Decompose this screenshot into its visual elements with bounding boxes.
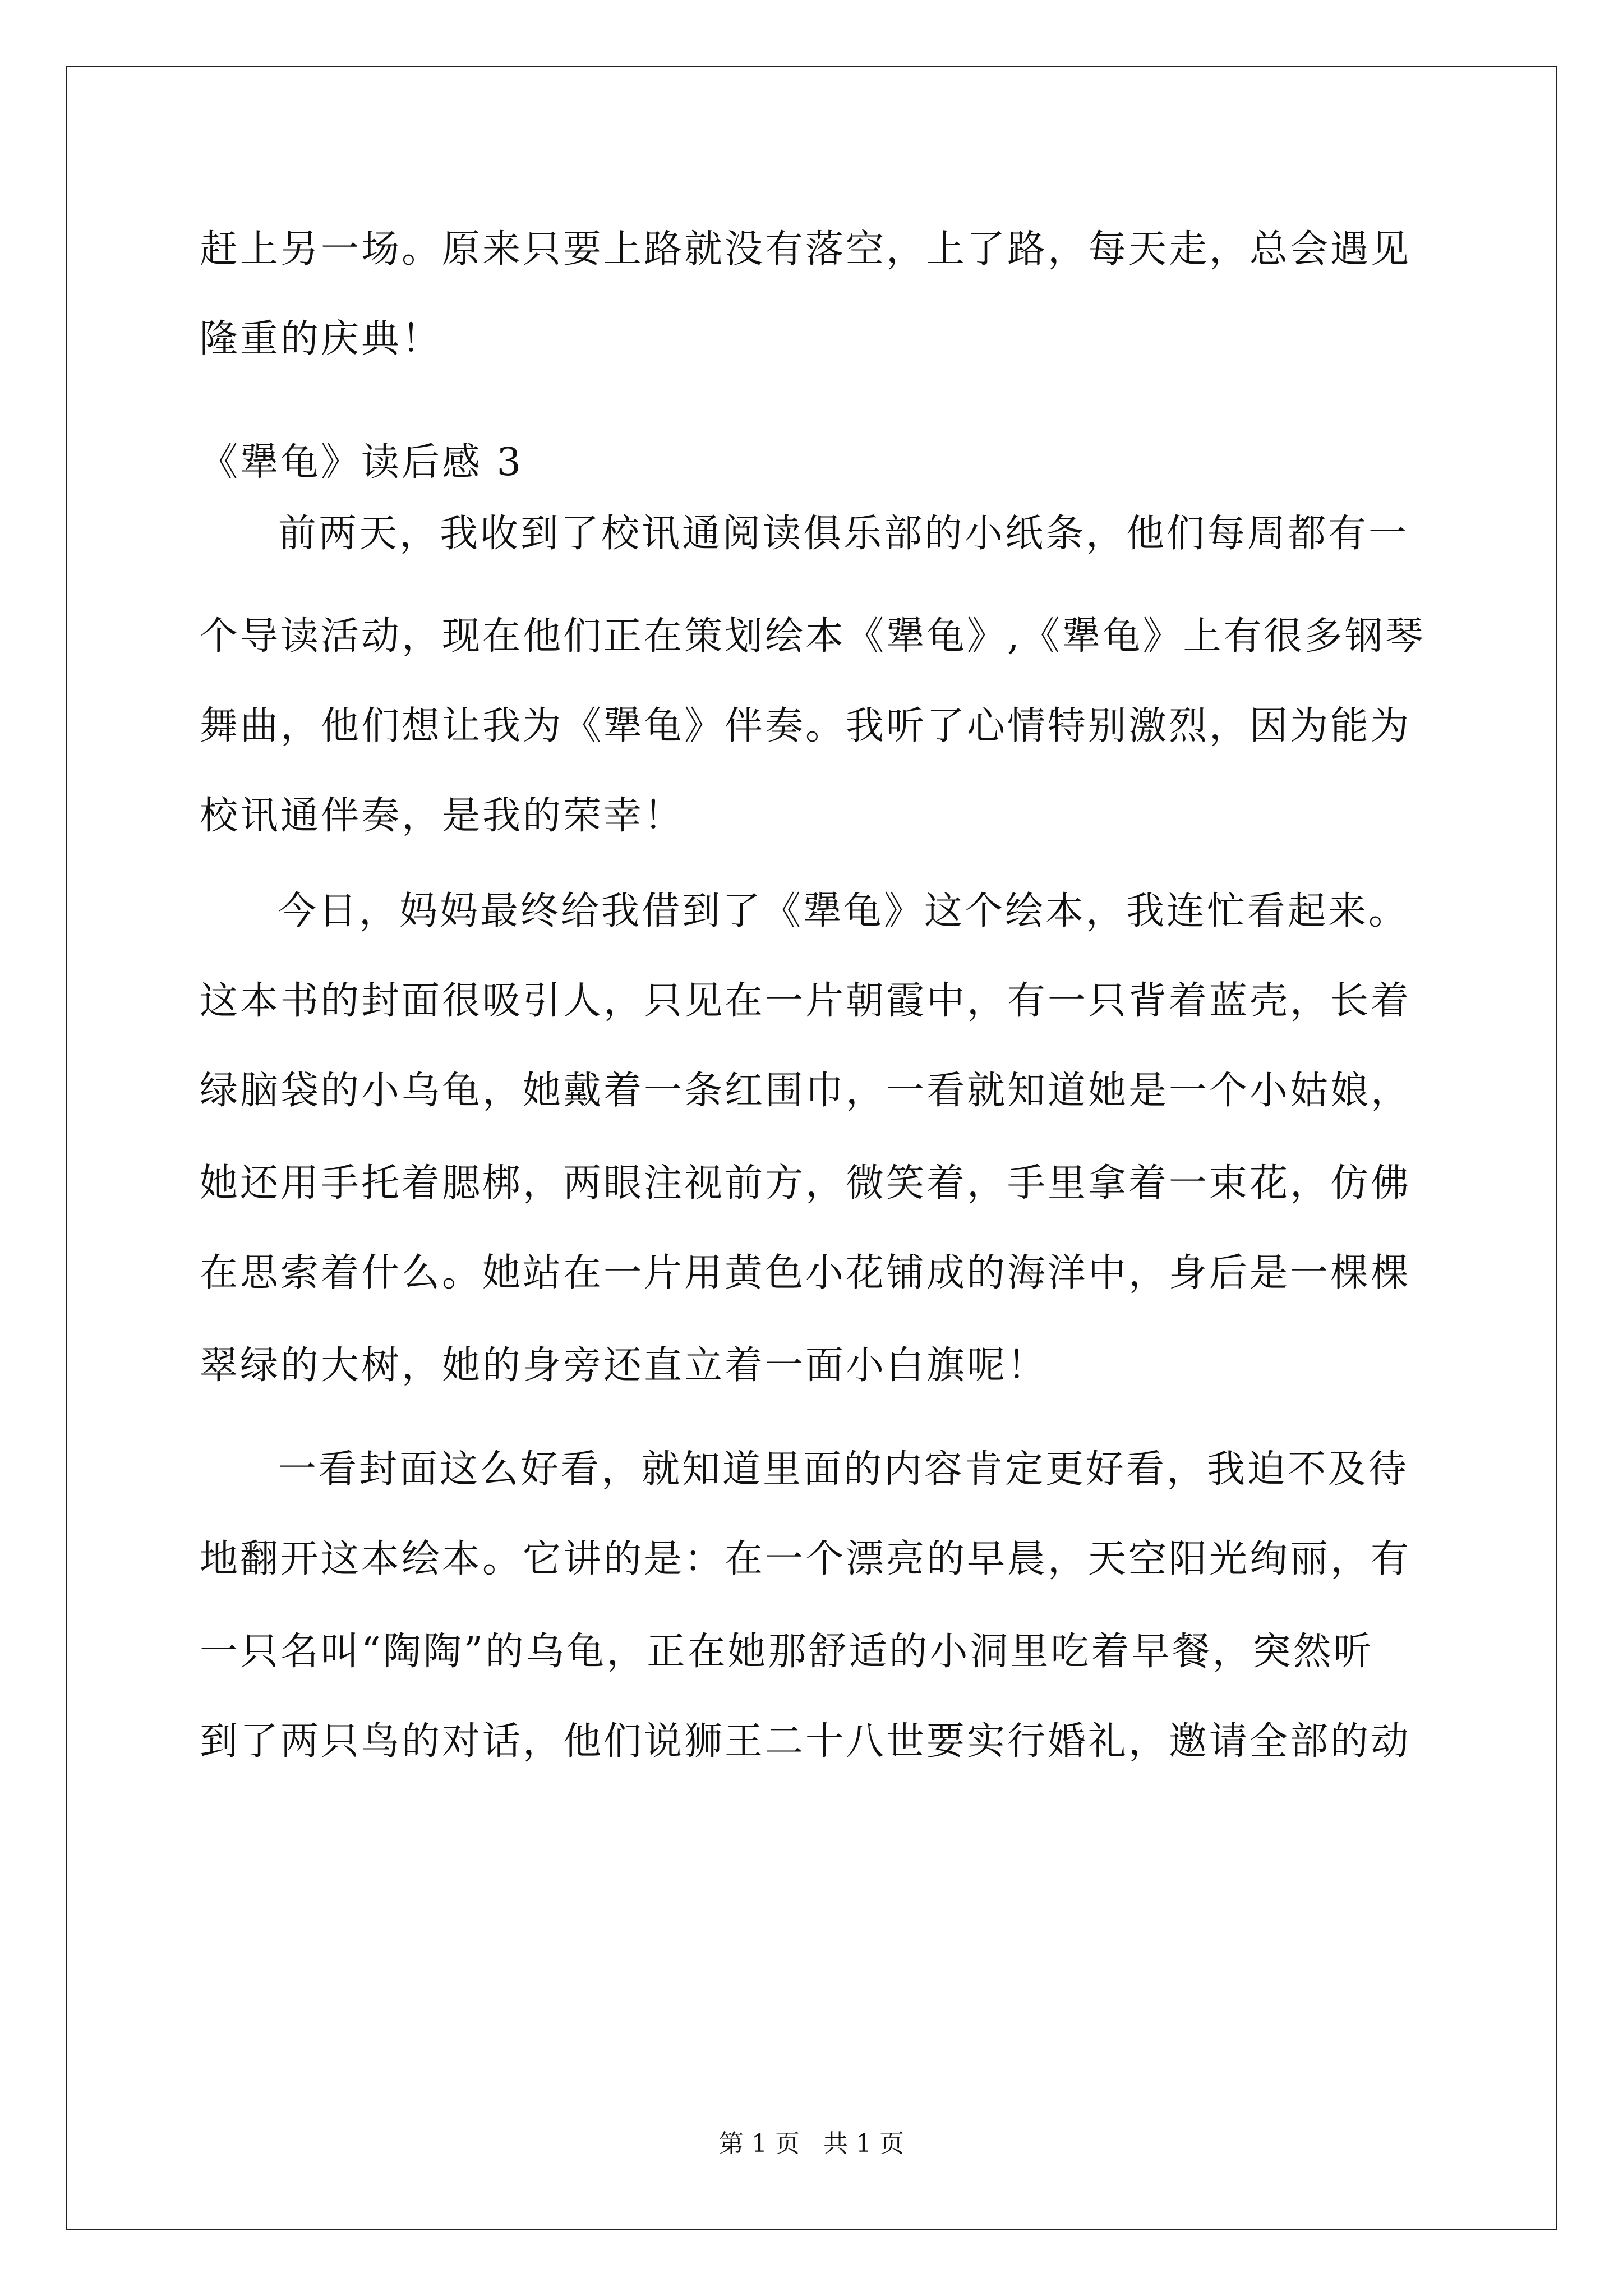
text-line: 校讯通伴奏，是我的荣幸！ bbox=[200, 794, 685, 838]
section-heading: 《犟龟》读后感 3 bbox=[200, 440, 523, 485]
page-border bbox=[66, 66, 1557, 2230]
text-line: 翠绿的大树，她的身旁还直立着一面小白旗呢！ bbox=[200, 1343, 1048, 1388]
text-line: 到了两只鸟的对话，他们说狮王二十八世要实行婚礼，邀请全部的动 bbox=[200, 1719, 1412, 1764]
page-total: 共 1 页 bbox=[823, 2129, 904, 2158]
text-line: 这本书的封面很吸引人，只见在一片朝霞中，有一只背着蓝壳，长着 bbox=[200, 979, 1412, 1023]
page-footer bbox=[0, 2129, 1623, 2159]
text-line: 舞曲，他们想让我为《犟龟》伴奏。我听了心情特别激烈，因为能为 bbox=[200, 704, 1412, 748]
text-line: 一看封面这么好看，就知道里面的内容肯定更好看，我迫不及待 bbox=[278, 1447, 1409, 1492]
text-line: 赶上另一场。原来只要上路就没有落空，上了路，每天走，总会遇见 bbox=[200, 227, 1412, 272]
text-line: 今日，妈妈最终给我借到了《犟龟》这个绘本，我连忙看起来。 bbox=[278, 889, 1409, 933]
text-line: 她还用手托着腮梆，两眼注视前方，微笑着，手里拿着一束花，仿佛 bbox=[200, 1161, 1412, 1205]
text-line: 个导读活动，现在他们正在策划绘本《犟龟》,《犟龟》上有很多钢琴 bbox=[200, 614, 1426, 659]
text-line: 前两天，我收到了校讯通阅读俱乐部的小纸条，他们每周都有一 bbox=[278, 512, 1409, 556]
text-line: 地翻开这本绘本。它讲的是：在一个漂亮的早晨，天空阳光绚丽，有 bbox=[200, 1537, 1412, 1581]
text-line: 隆重的庆典！ bbox=[200, 317, 442, 361]
text-line: 绿脑袋的小乌龟，她戴着一条红围巾，一看就知道她是一个小姑娘， bbox=[200, 1069, 1412, 1113]
text-line: 一只名叫“陶陶”的乌龟，正在她那舒适的小洞里吃着早餐，突然听 bbox=[200, 1630, 1374, 1674]
page-number: 第 1 页 bbox=[719, 2129, 800, 2158]
text-line: 在思索着什么。她站在一片用黄色小花铺成的海洋中，身后是一棵棵 bbox=[200, 1251, 1412, 1295]
